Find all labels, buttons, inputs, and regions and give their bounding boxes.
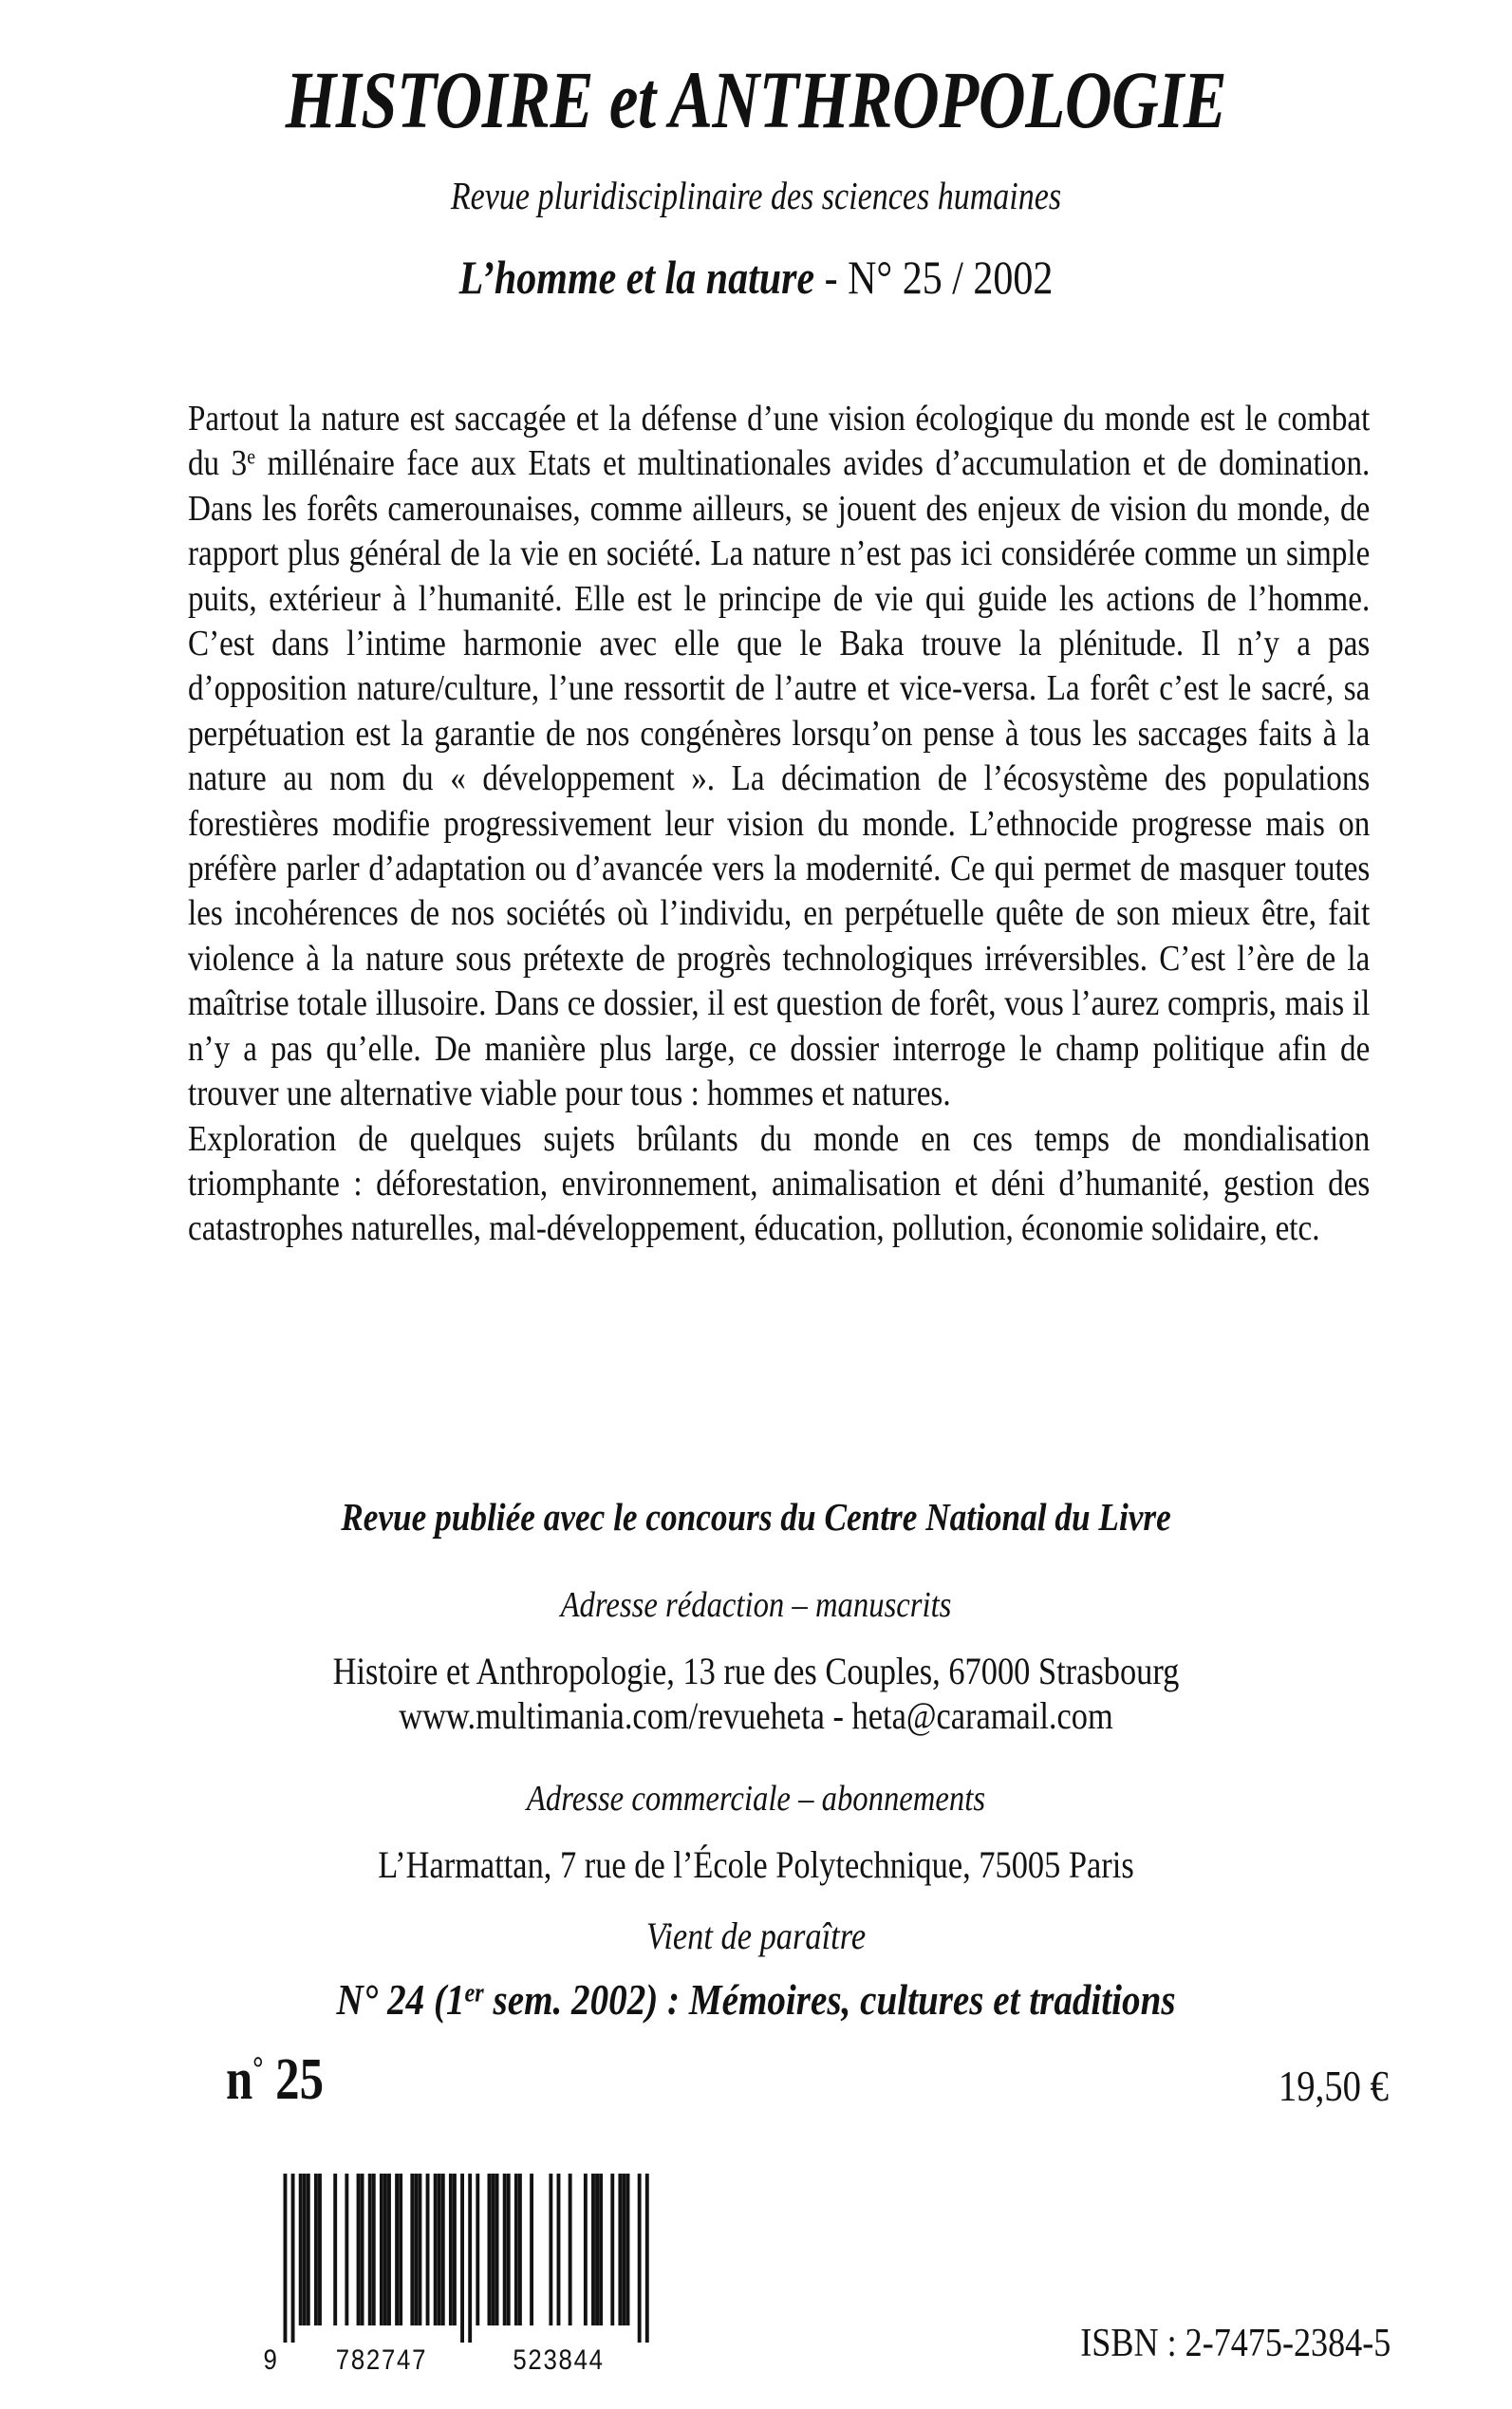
new-issue-block: [0, 1914, 1512, 2024]
commercial-address-title: Adresse commerciale – abonnements: [526, 1779, 986, 1819]
new-issue-title-prefix: N° 24 (1: [336, 1975, 465, 2024]
svg-text:782747: 782747: [335, 2344, 428, 2376]
new-issue-title: [113, 1975, 1398, 2024]
issue-number-badge: [226, 2047, 325, 2112]
blurb-paragraph-1: Partout la nature est saccagée et la défense d’une vision écologique du monde est le combat du 3e millénaire face aux Etats et multinationales avides d’accumulation et de domination. Dans les forêts camerounaises, comme ailleurs, se jouent des enjeux de vision du monde, de rapport plus général de la vie en société. La nature n’est pas ici considérée comme un simple puits, extérieur à l’humanité. Elle est le principe de vie qui guide les actions de l’homme. C’est dans l’intime harmonie avec elle que le Baka trouve la plénitude. Il n’y a pas d’opposition nature/culture, l’une ressortit de l’autre et vice-versa. La forêt c’est le sacré, sa perpétuation est la garantie de nos congénères lorsqu’on pense à tous les saccages faits à la nature au nom du « développement ». La décimation de l’écosystème des populations forestières modifie progressivement leur vision du monde. L’ethnocide progresse mais on préfère parler d’adaptation ou d’avancée vers la modernité. Ce qui permet de masquer toutes les incohérences de nos sociétés où l’individu, en perpétuelle quête de son mieux être, fait violence à la nature sous prétexte de progrès technologiques irréversibles. C’est l’ère de la maîtrise totale illusoire. Dans ce dossier, il est question de forêt, vous l’aurez compris, mais il n’y a pas qu’elle. De manière plus large, ce dossier interroge le champ politique afin de trouver une alternative viable pour tous : hommes et natures.: [188, 399, 1371, 1114]
svg-text:9: 9: [263, 2344, 279, 2376]
editorial-address-title: Adresse rédaction – manuscrits: [560, 1585, 952, 1625]
new-issue-title-suffix: sem. 2002) : Mémoires, cultures et traditions: [483, 1975, 1176, 2024]
journal-title: HISTOIRE et ANTHROPOLOGIE: [285, 54, 1227, 145]
publication-credit: Revue publiée avec le concours du Centre National du Livre: [341, 1495, 1171, 1539]
degree-sign-icon: °: [252, 2050, 264, 2086]
blurb-text: [188, 397, 1370, 1252]
issue-theme: L’homme et la nature: [458, 251, 815, 304]
editorial-address-block: [0, 1587, 1512, 1738]
editorial-address-line: Histoire et Anthropologie, 13 rue des Couples, 67000 Strasbourg: [332, 1650, 1180, 1692]
issue-line: [121, 251, 1391, 304]
blurb-paragraph-2: Exploration de quelques sujets brûlants du monde en ces temps de mondialisation triomphante : déforestation, environnement, animalisation et déni d’humanité, gestion des catastrophes naturelles, mal-développement, éducation, pollution, économie solidaire, etc.: [188, 1118, 1371, 1249]
barcode-svg: [249, 2174, 657, 2381]
journal-subtitle: Revue pluridisciplinaire des sciences humaines: [450, 174, 1062, 217]
commercial-address-block: [0, 1781, 1512, 1887]
issue-badge-prefix: n: [226, 2047, 253, 2112]
issue-badge-number: 25: [263, 2047, 325, 2112]
svg-text:523844: 523844: [513, 2344, 605, 2376]
price-label: 19,50 €: [1278, 2063, 1389, 2110]
new-issue-label: Vient de paraître: [645, 1914, 867, 1957]
issue-number: - N° 25 / 2002: [814, 251, 1054, 304]
masthead: [0, 54, 1512, 304]
ean13-barcode: [249, 2174, 657, 2381]
commercial-address-line: L’Harmattan, 7 rue de l’École Polytechnique, 75005 Paris: [378, 1843, 1134, 1886]
isbn-label: ISBN : 2-7475-2384-5: [1079, 2322, 1391, 2365]
editorial-website-email: www.multimania.com/revueheta - heta@caramail.com: [399, 1694, 1113, 1738]
new-issue-title-superscript: er: [464, 1978, 484, 2008]
